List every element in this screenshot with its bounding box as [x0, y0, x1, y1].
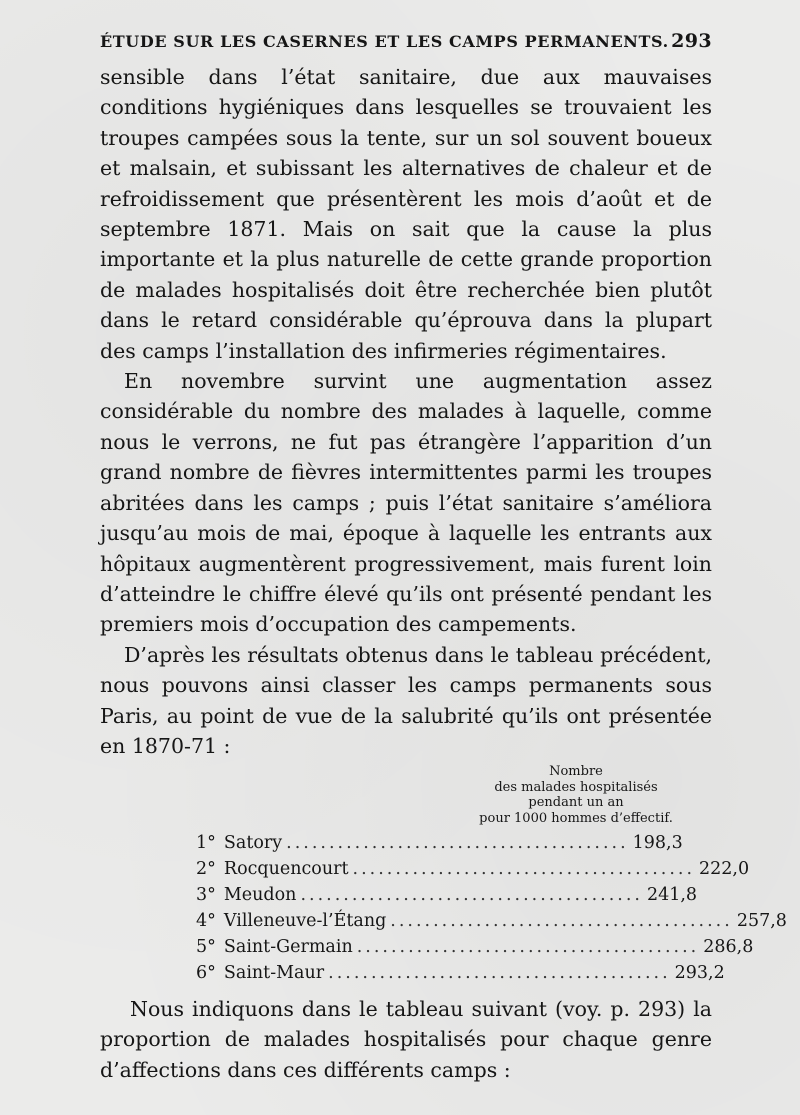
row-leader-dots: ........................................ — [328, 963, 671, 984]
row-camp-name: Satory — [223, 833, 283, 853]
paragraph-3: D’après les résultats obtenus dans le tableau précédent, nous pouvons ainsi classer les camps permanents sous Paris, au point de vue de la salubrité qu’ils ont présentée en 1870-71 : — [100, 642, 712, 758]
paragraph-2: En novembre survint une augmentation assez considérable du nombre des malades à laquelle, comme nous le verrons, ne fut pas étrangère l’apparition d’un grand nombre de fièvres intermittentes parmi les troupes abritées dans les camps ; puis l’état sanitaire s’améliora jusqu’au mois de mai, époque à laquelle les entrants aux hôpitaux augmentèrent progressivement, mais furent loin d’atteindre le chiffre élevé qu’ils ont présenté pendant les premiers mois d’occupation des campements. — [100, 369, 712, 637]
row-rank: 2° — [196, 859, 216, 880]
row-leader-dots: ........................................ — [356, 937, 700, 958]
table-header-line: pour 1000 hommes d’effectif. — [479, 810, 673, 826]
running-header — [100, 30, 712, 52]
row-leader-dots: ........................................ — [286, 833, 629, 853]
row-camp-name: Meudon — [223, 885, 297, 906]
row-camp-name: Rocquencourt — [223, 859, 349, 880]
table-column-header — [440, 764, 712, 826]
paragraph-1: sensible dans l’état sanitaire, due aux mauvaises conditions hygiéniques dans lesquelles se trouvaient les troupes campées sous la tente, sur un sol souvent boueux et malsain, et subissant les alternatives de chaleur et de refroidissement que présentèrent les mois d’août et de septembre 1871. Mais on sait que la cause la plus importante et la plus naturelle de cette grande proportion de malades hospitalisés doit être recherchée bien plutôt dans le retard considérable qu’éprouva dans la plupart des camps l’installation des infirmeries régimentaires. — [100, 65, 712, 363]
row-rank: 3° — [196, 885, 216, 906]
table-header-line: Nombre — [549, 764, 603, 779]
page-number: 293 — [671, 30, 712, 52]
camp-ranking-table — [196, 830, 787, 987]
row-camp-name: Saint-Germain — [223, 937, 353, 958]
row-value: 257,8 — [736, 911, 787, 932]
table-row — [196, 960, 725, 986]
row-leader-dots: ........................................ — [390, 911, 733, 932]
table-row — [196, 830, 683, 856]
row-rank: 5° — [196, 937, 216, 958]
row-value: 198,3 — [632, 833, 683, 853]
table-row — [196, 908, 787, 934]
row-value: 293,2 — [674, 963, 725, 984]
row-rank: 1° — [196, 833, 216, 853]
closing-text — [100, 994, 712, 1085]
body-text — [100, 62, 712, 761]
row-value: 286,8 — [703, 937, 754, 958]
row-value: 222,0 — [699, 859, 750, 880]
row-value: 241,8 — [646, 885, 698, 906]
table-header-line: pendant un an — [528, 795, 624, 810]
row-rank: 6° — [196, 963, 216, 984]
running-title: ÉTUDE SUR LES CASERNES ET LES CAMPS PERMANENTS. — [100, 32, 669, 51]
table-row — [196, 934, 754, 960]
row-leader-dots: ........................................ — [352, 859, 696, 880]
row-rank: 4° — [196, 911, 216, 932]
row-leader-dots: ........................................ — [300, 885, 643, 906]
table-header-line: des malades hospitalisés — [494, 779, 658, 795]
row-camp-name: Saint-Maur — [223, 963, 325, 984]
closing-paragraph: Nous indiquons dans le tableau suivant (voy. p. 293) la proportion de malades hospitalisés pour chaque genre d’affections dans ces différents camps : — [100, 997, 712, 1082]
table-row — [196, 856, 750, 882]
row-camp-name: Villeneuve-l’Étang — [223, 911, 387, 932]
table-row — [196, 882, 698, 908]
